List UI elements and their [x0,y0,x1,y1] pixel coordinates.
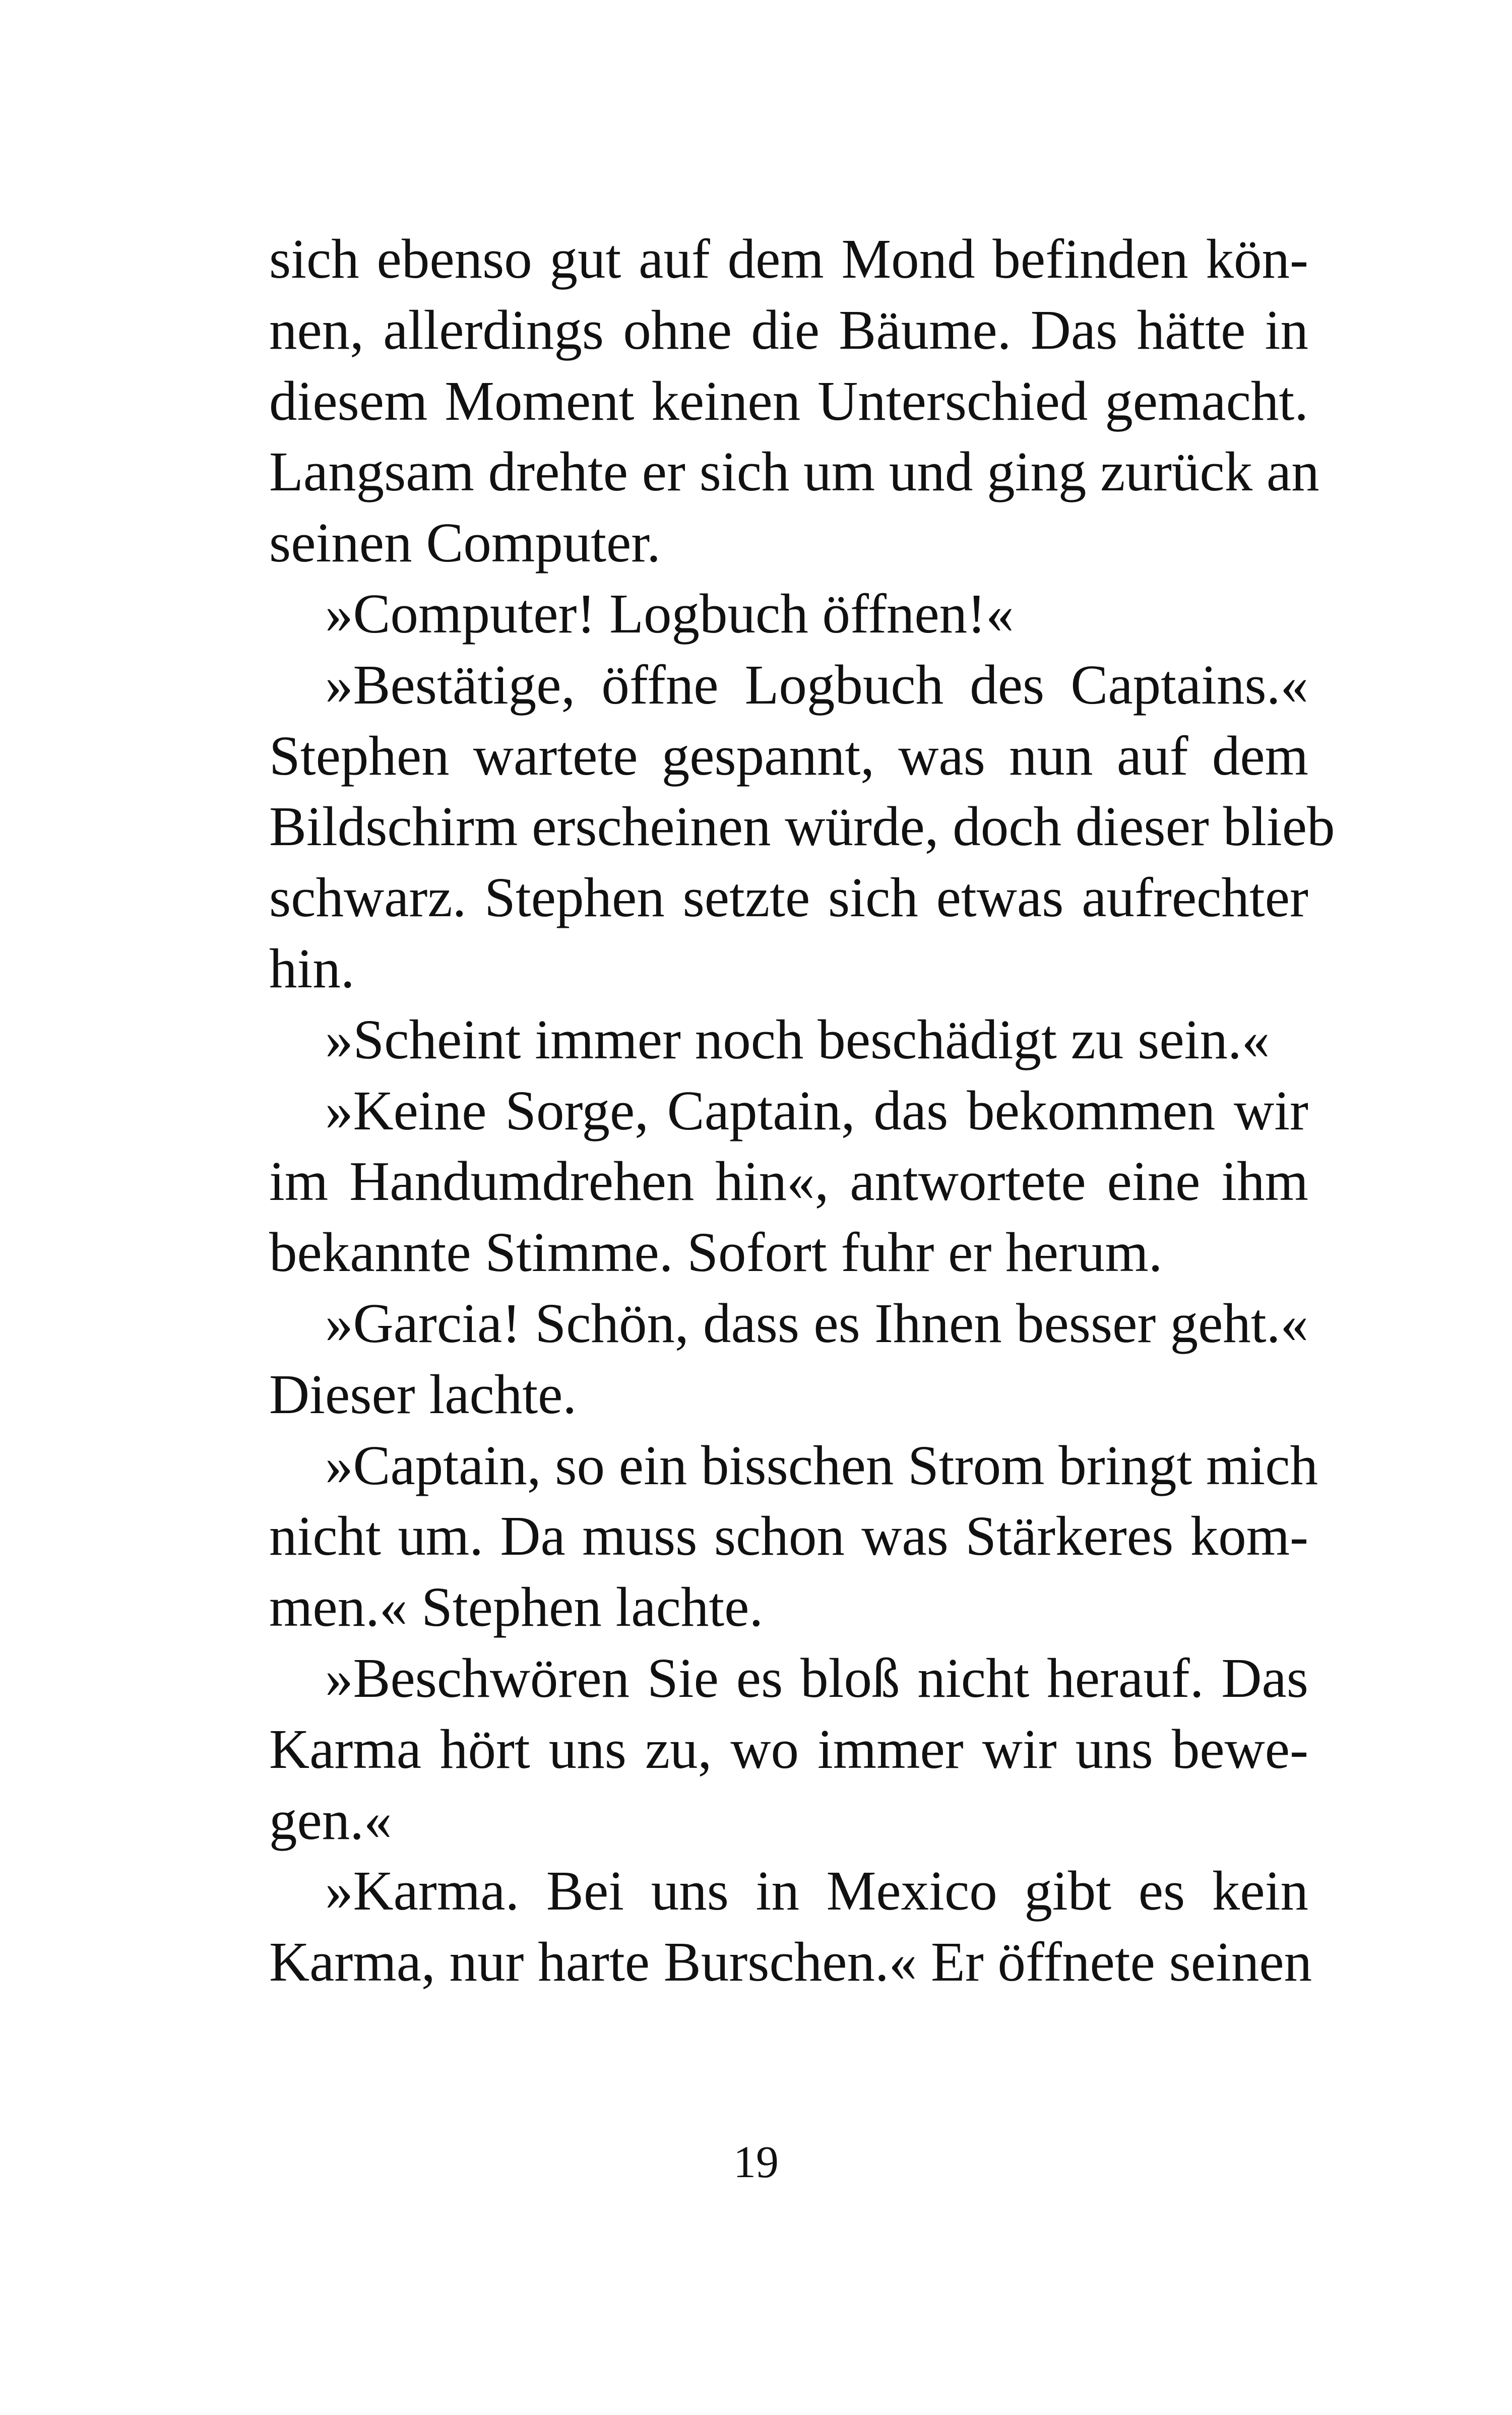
text-line: »Karma. Bei uns in Mexico gibt es kein [325,1860,1308,1923]
text-line: Karma hört uns zu, wo immer wir uns bewe- [269,1718,1308,1781]
text-line: »Scheint immer noch beschädigt zu sein.« [325,1008,1270,1071]
text-line: Stephen wartete gespannt, was nun auf dem [269,725,1308,787]
page-number: 19 [733,2137,779,2187]
text-line: sich ebenso gut auf dem Mond befinden kön- [269,228,1308,290]
text-line: schwarz. Stephen setzte sich etwas aufrechter [269,867,1308,929]
text-line: »Beschwören Sie es bloß nicht herauf. Das [325,1647,1308,1709]
text-line: Karma, nur harte Burschen.« Er öffnete seinen [269,1931,1312,1994]
text-line: »Computer! Logbuch öffnen!« [325,583,1014,645]
text-line: nen, allerdings ohne die Bäume. Das hätte in [269,299,1308,361]
text-line: seinen Computer. [269,512,661,575]
text-line: diesem Moment keinen Unterschied gemacht. [269,370,1308,432]
text-line: »Captain, so ein bisschen Strom bringt mich [325,1434,1318,1497]
text-line: im Handumdrehen hin«, antwortete eine ihm [269,1151,1308,1213]
text-line: gen.« [269,1789,392,1852]
text-line: »Bestätige, öffne Logbuch des Captains.« [325,654,1308,716]
text-line: Dieser lachte. [269,1363,577,1426]
text-line: Bildschirm erscheinen würde, doch dieser blieb [269,796,1335,858]
text-line: »Garcia! Schön, dass es Ihnen besser geht.« [325,1292,1308,1355]
text-line: Langsam drehte er sich um und ging zurück an [269,441,1319,503]
body-text [269,224,1335,1998]
text-line: bekannte Stimme. Sofort fuhr er herum. [269,1222,1163,1284]
text-line: men.« Stephen lachte. [269,1576,764,1639]
text-line: nicht um. Da muss schon was Stärkeres kom- [269,1505,1308,1568]
text-line: »Keine Sorge, Captain, das bekommen wir [325,1079,1308,1142]
text-line: hin. [269,937,355,1000]
